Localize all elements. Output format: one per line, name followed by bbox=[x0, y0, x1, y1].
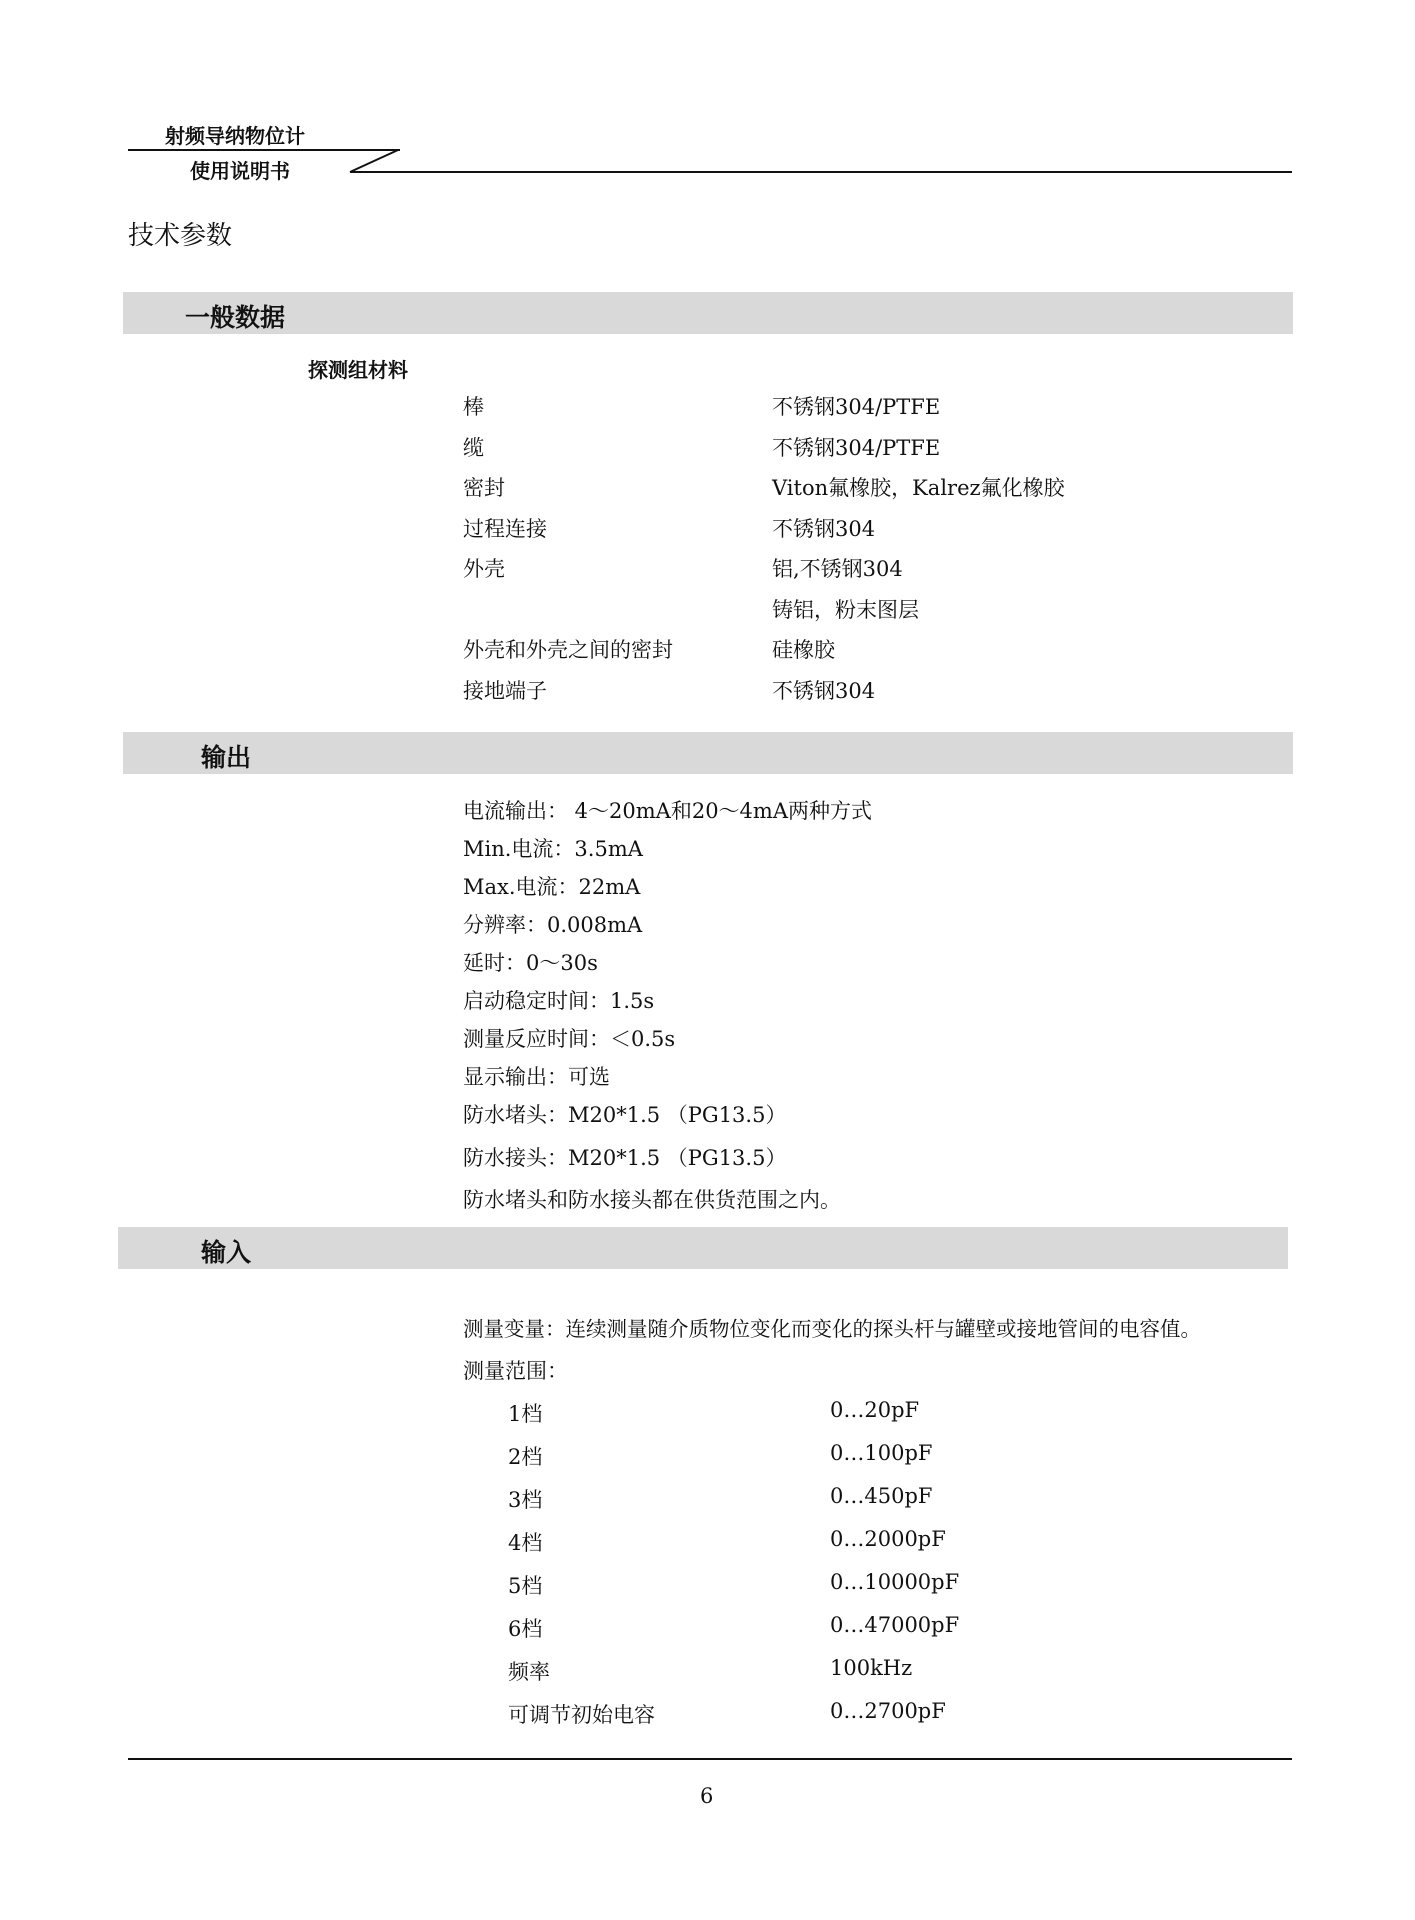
spec-row bbox=[0, 594, 1415, 624]
spec-value: 硅橡胶 bbox=[772, 638, 835, 662]
range-label: 测量范围： bbox=[463, 1359, 568, 1383]
spec-row bbox=[0, 472, 1415, 502]
spec-value: 铝,不锈钢304 bbox=[772, 557, 903, 581]
output-line: 显示输出：可选 bbox=[463, 1065, 610, 1089]
spec-key: 密封 bbox=[463, 476, 505, 500]
range-key: 3档 bbox=[508, 1488, 543, 1512]
range-key: 1档 bbox=[508, 1402, 543, 1426]
section-band-input bbox=[118, 1227, 1288, 1269]
output-line: 测量反应时间：＜0.5s bbox=[463, 1027, 676, 1051]
header-rule bbox=[126, 146, 1294, 176]
spec-row bbox=[0, 675, 1415, 705]
range-value: 0…100pF bbox=[830, 1441, 933, 1465]
output-line: 防水接头：M20*1.5 （PG13.5） bbox=[463, 1146, 787, 1170]
range-key: 5档 bbox=[508, 1574, 543, 1598]
range-value: 0…10000pF bbox=[830, 1570, 960, 1594]
range-value: 100kHz bbox=[830, 1656, 913, 1680]
spec-row bbox=[0, 634, 1415, 664]
range-key: 2档 bbox=[508, 1445, 543, 1469]
range-value: 0…2700pF bbox=[830, 1699, 946, 1723]
output-line: 防水堵头：M20*1.5 （PG13.5） bbox=[463, 1103, 787, 1127]
range-row bbox=[0, 1441, 1415, 1471]
spec-key: 缆 bbox=[463, 436, 484, 460]
range-value: 0…2000pF bbox=[830, 1527, 946, 1551]
header-product-name: 射频导纳物位计 bbox=[165, 124, 305, 148]
spec-value: 不锈钢304/PTFE bbox=[772, 395, 941, 419]
range-row bbox=[0, 1398, 1415, 1428]
spec-key: 接地端子 bbox=[463, 679, 547, 703]
spec-key: 过程连接 bbox=[463, 517, 547, 541]
range-value: 0…450pF bbox=[830, 1484, 933, 1508]
section-title-general: 一般数据 bbox=[185, 303, 286, 332]
section-title-output: 输出 bbox=[201, 743, 252, 772]
spec-row bbox=[0, 513, 1415, 543]
subsection-title-probe-material: 探测组材料 bbox=[308, 358, 408, 382]
spec-row bbox=[0, 432, 1415, 462]
range-row bbox=[0, 1570, 1415, 1600]
page-title: 技术参数 bbox=[128, 221, 233, 251]
range-row bbox=[0, 1656, 1415, 1686]
range-value: 0…47000pF bbox=[830, 1613, 960, 1637]
output-line: Max.电流：22mA bbox=[463, 875, 641, 899]
page-number: 6 bbox=[700, 1784, 714, 1808]
range-key: 可调节初始电容 bbox=[508, 1703, 655, 1727]
range-value: 0…20pF bbox=[830, 1398, 920, 1422]
output-line: Min.电流：3.5mA bbox=[463, 837, 643, 861]
measured-variable: 测量变量：连续测量随介质物位变化而变化的探头杆与罐壁或接地管间的电容值。 bbox=[463, 1317, 1201, 1341]
spec-value: 铸铝，粉末图层 bbox=[772, 598, 919, 622]
section-band-general bbox=[123, 292, 1293, 334]
range-row bbox=[0, 1613, 1415, 1643]
spec-value: Viton氟橡胶，Kalrez氟化橡胶 bbox=[772, 476, 1065, 500]
spec-value: 不锈钢304 bbox=[772, 517, 876, 541]
range-key: 4档 bbox=[508, 1531, 543, 1555]
output-line: 延时：0～30s bbox=[463, 951, 598, 975]
output-line: 防水堵头和防水接头都在供货范围之内。 bbox=[463, 1188, 841, 1212]
footer-rule bbox=[128, 1758, 1292, 1760]
section-title-input: 输入 bbox=[201, 1238, 252, 1267]
output-line: 电流输出： 4～20mA和20～4mA两种方式 bbox=[463, 799, 872, 823]
spec-key: 外壳和外壳之间的密封 bbox=[463, 638, 673, 662]
range-row bbox=[0, 1699, 1415, 1729]
output-line: 启动稳定时间：1.5s bbox=[463, 989, 655, 1013]
output-line: 分辨率：0.008mA bbox=[463, 913, 643, 937]
section-band-output bbox=[123, 732, 1293, 774]
range-row bbox=[0, 1484, 1415, 1514]
header-doc-type: 使用说明书 bbox=[190, 159, 290, 183]
spec-key: 外壳 bbox=[463, 557, 505, 581]
spec-key: 棒 bbox=[463, 395, 484, 419]
spec-row bbox=[0, 553, 1415, 583]
spec-value: 不锈钢304/PTFE bbox=[772, 436, 941, 460]
range-row bbox=[0, 1527, 1415, 1557]
spec-value: 不锈钢304 bbox=[772, 679, 876, 703]
range-key: 6档 bbox=[508, 1617, 543, 1641]
range-key: 频率 bbox=[508, 1660, 550, 1684]
spec-row bbox=[0, 391, 1415, 421]
